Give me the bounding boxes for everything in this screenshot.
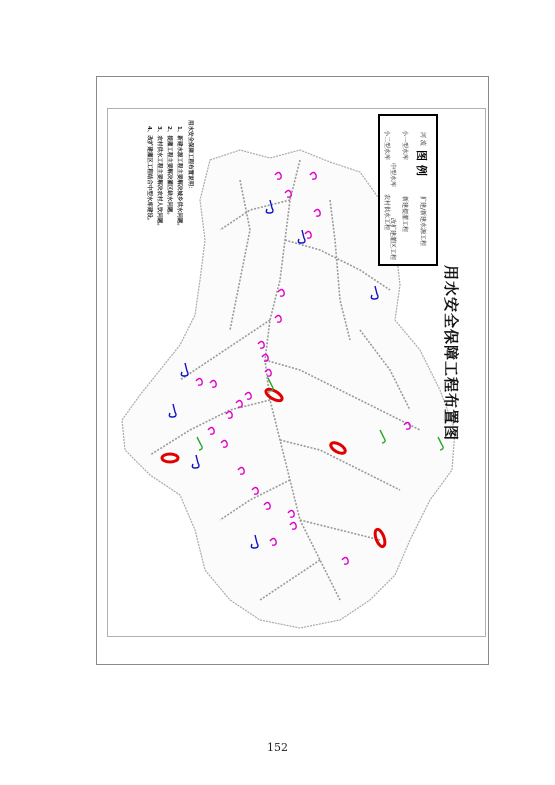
- legend-heading: 图 例: [415, 150, 428, 176]
- legend-label-small-reservoir-1: 小一型水库: [401, 130, 408, 161]
- map-title: 用水安全保障工程布置图: [442, 265, 460, 442]
- note-line: 1、新建水源工程主要解决城乡供水问题。: [176, 126, 182, 229]
- legend-label-source: 扩建/新建水源工程: [419, 196, 426, 247]
- legend-label-river: 河 流: [419, 132, 426, 146]
- legend-label-medium-reservoir: 中型水库: [389, 163, 396, 188]
- legend-label-small-reservoir-2: 小二型水库: [383, 130, 390, 161]
- note-line: 4、改扩建灌区工程结合中型水库建设。: [146, 126, 152, 224]
- note-line-heading: 用水安全保障工程布置说明：: [187, 120, 193, 192]
- legend-label-rural-supply: 农村供水工程: [383, 194, 390, 231]
- legend-label-irrigation-district: 改扩建灌区工程: [389, 218, 396, 261]
- note-line: 3、农村供水工程主要解决农村人饮问题。: [156, 126, 162, 229]
- page-number: 152: [267, 741, 288, 754]
- note-line: 2、提灌工程主要解决灌区缺水问题。: [166, 126, 172, 218]
- legend-label-irrigation: 新建提灌工程: [401, 196, 408, 233]
